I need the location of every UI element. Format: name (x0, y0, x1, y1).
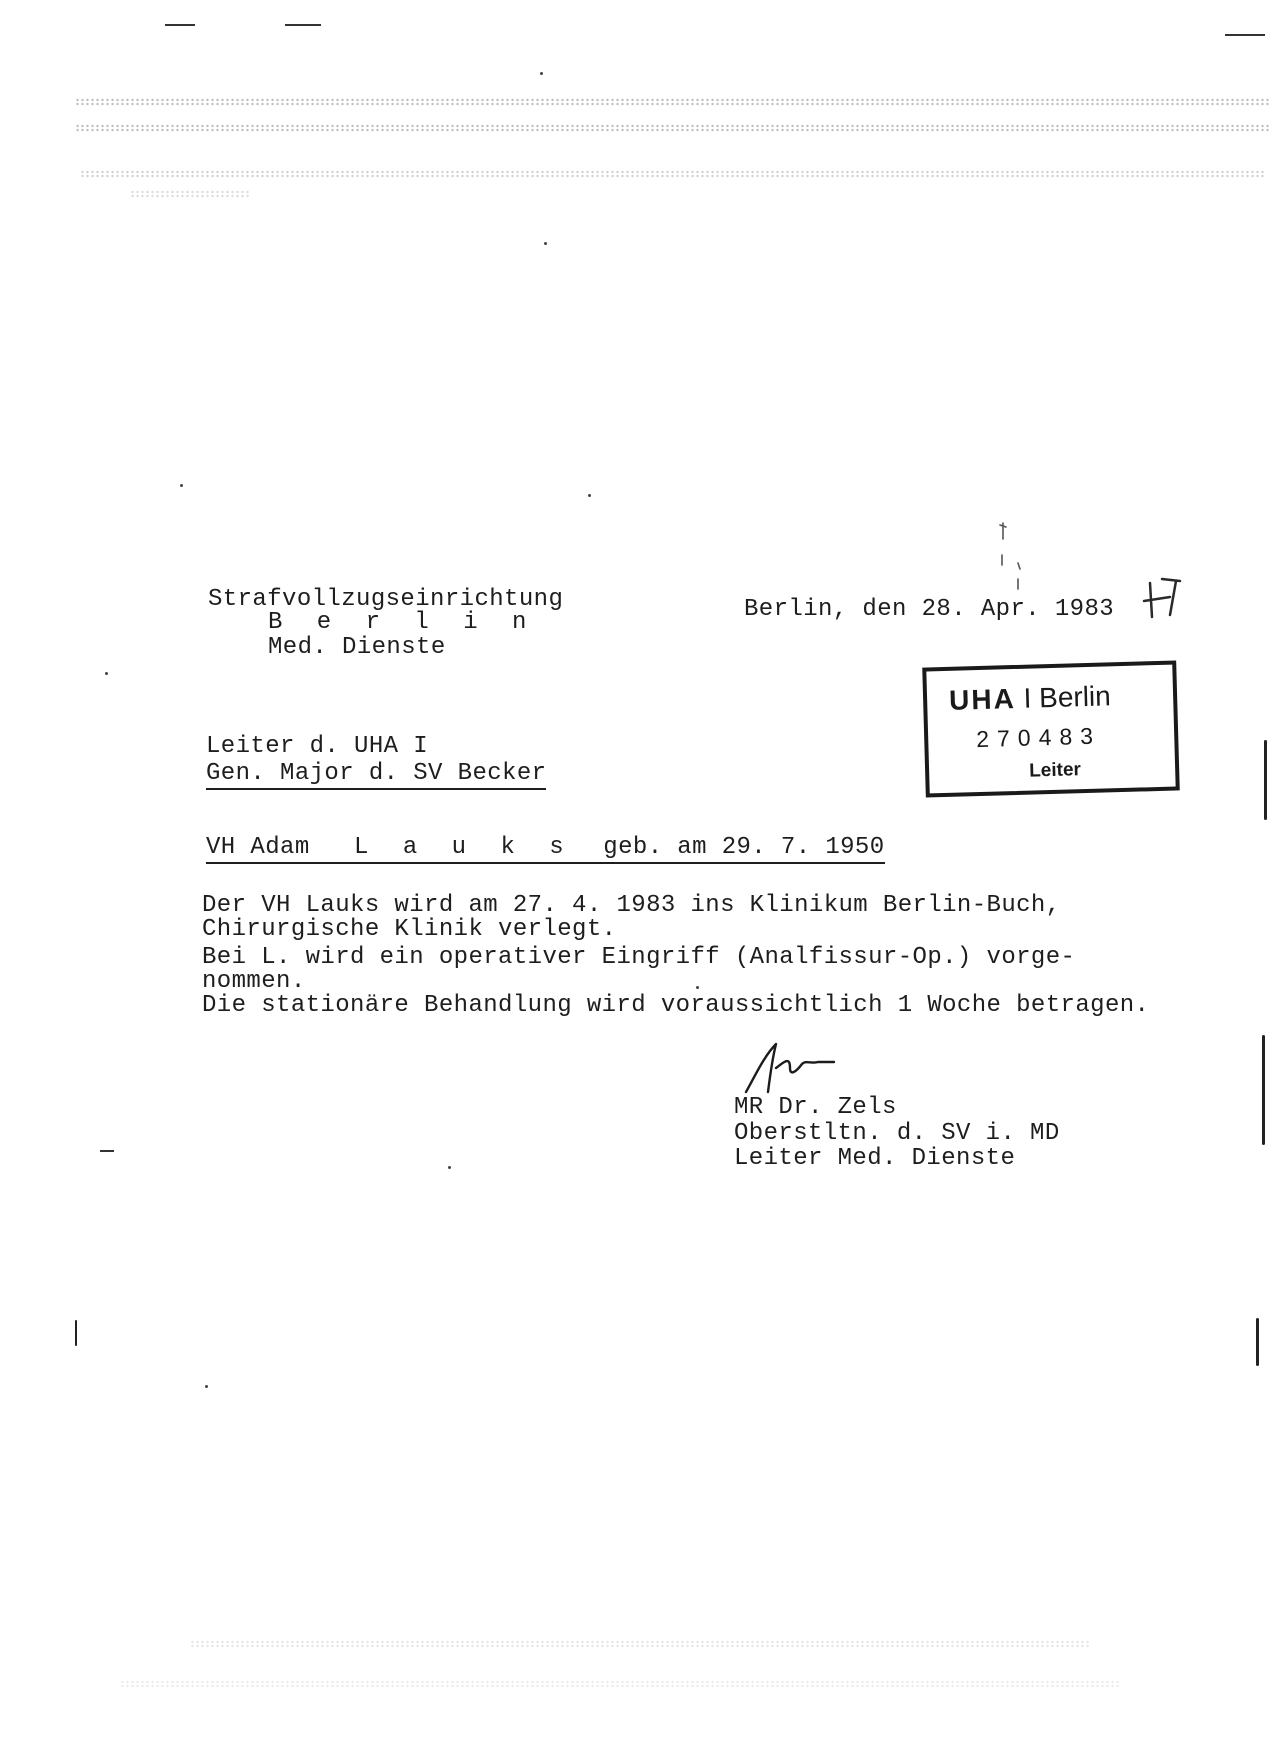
bleed-through-noise (130, 190, 250, 198)
handwritten-signature (740, 1042, 920, 1100)
scan-mark (1225, 34, 1265, 36)
scan-edge-line (1262, 1035, 1265, 1145)
body-line: Die stationäre Behandlung wird voraussichtlich 1 Woche betragen. (202, 992, 1150, 1019)
scan-speck (540, 72, 543, 75)
sender-department: Med. Dienste (268, 634, 446, 661)
stamp-role: Leiter (1028, 759, 1082, 782)
stamp-organization (949, 680, 1111, 716)
scan-speck (180, 484, 183, 487)
scan-speck (448, 1166, 451, 1169)
body-line: nommen. (202, 968, 306, 995)
scan-speck (696, 986, 699, 989)
body-line: Bei L. wird ein operativer Eingriff (Analfissur-Op.) vorge- (202, 944, 1076, 971)
sender-institution: Strafvollzugseinrichtung (208, 586, 564, 613)
scan-speck (588, 494, 591, 497)
body-line: Der VH Lauks wird am 27. 4. 1983 ins Klinikum Berlin-Buch, (202, 892, 1061, 919)
scan-mark (165, 24, 195, 26)
bleed-through-noise (75, 124, 1270, 132)
stamp-org-location: I Berlin (1023, 680, 1112, 714)
signatory-rank: Oberstltn. d. SV i. MD (734, 1120, 1060, 1147)
body-line: Chirurgische Klinik verlegt. (202, 916, 617, 943)
bleed-through-noise (190, 1640, 1090, 1648)
signatory-name: MR Dr. Zels (734, 1094, 897, 1121)
signatory-role: Leiter Med. Dienste (734, 1145, 1016, 1172)
subject-line (206, 836, 885, 864)
subject-prefix: VH Adam (206, 834, 310, 861)
sender-city: B e r l i n (268, 609, 537, 636)
scan-speck (544, 242, 547, 245)
handwritten-margin-mark (1140, 575, 1188, 625)
bleed-through-noise (75, 98, 1270, 106)
scan-edge-line (1264, 740, 1267, 820)
scan-edge-line (1256, 1318, 1259, 1366)
stamp-org-abbrev: UHA (948, 682, 1017, 716)
scan-mark (285, 24, 321, 26)
recipient-name: Gen. Major d. SV Becker (206, 762, 546, 790)
recipient-title: Leiter d. UHA I (206, 733, 429, 760)
scan-edge-line (75, 1320, 77, 1346)
scan-speck (205, 1385, 208, 1388)
scan-speck (105, 672, 108, 675)
stamp-date: 270483 (975, 722, 1102, 753)
pencil-mark (990, 505, 1040, 595)
letter-date: Berlin, den 28. Apr. 1983 (744, 596, 1115, 623)
subject-birth: geb. am 29. 7. 1950 (603, 834, 885, 861)
receipt-stamp (922, 660, 1180, 797)
subject-surname: L a u k s (354, 834, 574, 861)
bleed-through-noise (80, 170, 1265, 178)
scan-mark (100, 1150, 114, 1152)
bleed-through-noise (120, 1680, 1120, 1688)
